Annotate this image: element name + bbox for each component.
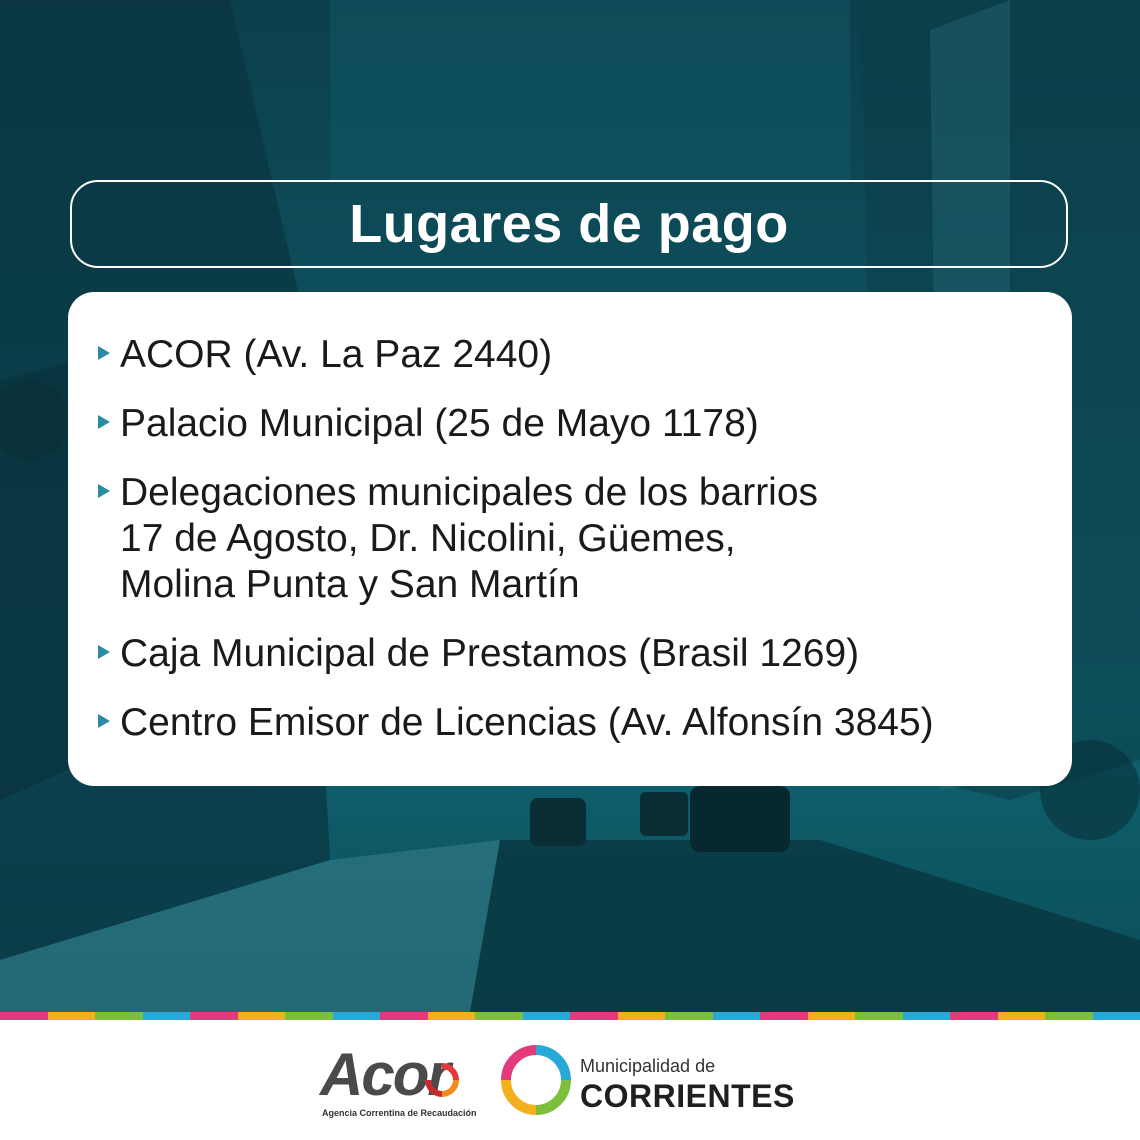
stripe-segment [380,1012,428,1020]
stripe-segment [428,1012,476,1020]
stripe-segment [950,1012,998,1020]
stripe-segment [760,1012,808,1020]
footer [0,1020,1140,1140]
stripe-segment [190,1012,238,1020]
stripe-segment [618,1012,666,1020]
stripe-segment [475,1012,523,1020]
acor-logo-subtitle: Agencia Correntina de Recaudación [322,1108,477,1118]
stripe-segment [998,1012,1046,1020]
title-box [70,180,1068,268]
list-item [98,700,934,746]
stripe-segment [855,1012,903,1020]
stripe-segment [1093,1012,1140,1020]
recycle-ring-icon [424,1062,460,1098]
location-text: ACOR (Av. La Paz 2440) [120,333,553,376]
stripe-segment [665,1012,713,1020]
location-text: Caja Municipal de Prestamos (Brasil 1269) [120,632,860,675]
stripe-segment [713,1012,761,1020]
stripe-segment [48,1012,96,1020]
list-item [98,401,759,447]
stripe-segment [333,1012,381,1020]
location-text: Palacio Municipal (25 de Mayo 1178) [120,402,759,445]
acor-logo-word: Acor [320,1041,449,1108]
list-item [98,332,552,378]
stripe-segment [523,1012,571,1020]
stripe-segment [238,1012,286,1020]
location-text: Centro Emisor de Licencias (Av. Alfonsín 3845) [120,701,934,744]
stripe-segment [903,1012,951,1020]
stripe-segment [1045,1012,1093,1020]
color-stripe [0,1012,1140,1020]
stripe-segment [570,1012,618,1020]
acor-logo [320,1040,480,1140]
locations-card [68,292,1072,786]
page-title: Lugares de pago [349,194,789,254]
stripe-segment [95,1012,143,1020]
stripe-segment [0,1012,48,1020]
list-item [98,470,818,608]
stripe-segment [285,1012,333,1020]
triangle-right-icon [98,415,110,429]
list-item [98,631,859,677]
colored-ring-icon [500,1044,572,1116]
stripe-segment [143,1012,191,1020]
triangle-right-icon [98,645,110,659]
triangle-right-icon [98,346,110,360]
stripe-segment [808,1012,856,1020]
location-text: Delegaciones municipales de los barrios 17 de Agosto, Dr. Nicolini, Güemes, Molina Punta y San Martín [120,471,819,606]
triangle-right-icon [98,484,110,498]
corrientes-label: CORRIENTES [580,1078,795,1114]
municipalidad-logo [500,1044,830,1124]
triangle-right-icon [98,714,110,728]
municipalidad-label: Municipalidad de [580,1056,716,1076]
